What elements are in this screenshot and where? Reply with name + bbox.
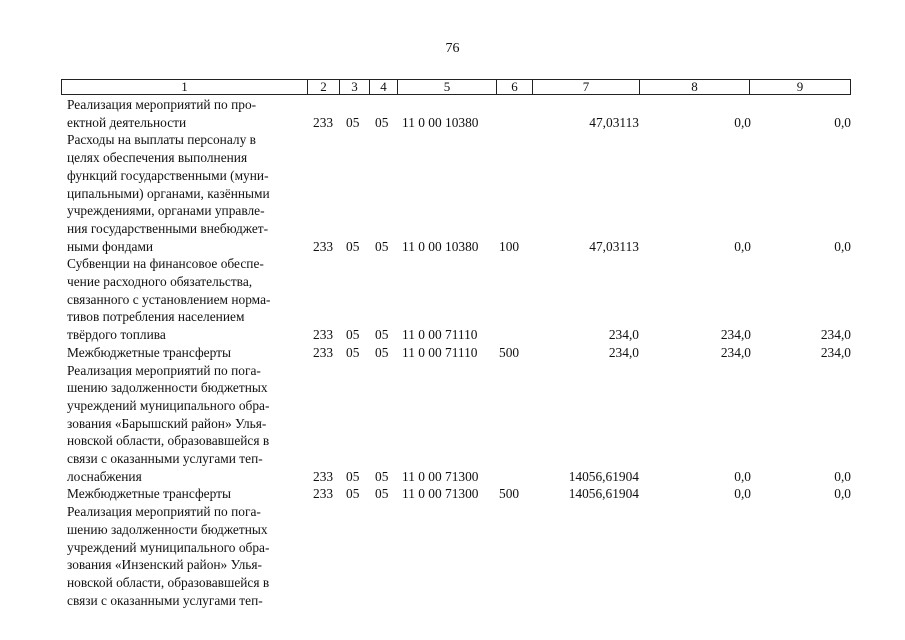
cell-sum-2025: 0,0 <box>834 468 851 484</box>
cell-sum-2025: 234,0 <box>820 327 851 343</box>
cell-sum-2024: 0,0 <box>734 486 751 502</box>
cell-grbs: 233 <box>313 238 334 254</box>
cell-rz: 05 <box>346 327 360 343</box>
cell-rz: 05 <box>346 238 360 254</box>
cell-pr: 05 <box>375 114 389 130</box>
row-description: Межбюджетные трансферты <box>67 344 231 360</box>
table-header <box>61 79 851 95</box>
cell-sum-2024: 0,0 <box>734 238 751 254</box>
cell-csr: 11 0 00 71300 <box>402 468 479 484</box>
cell-sum-2025: 0,0 <box>834 114 851 130</box>
row-description: Субвенции на финансовое обеспе- чение расходного обязательства, связанного с установлением норма- тивов потребления населением твёрдого топлива <box>67 256 271 343</box>
cell-sum-2023: 14056,61904 <box>568 486 639 502</box>
cell-pr: 05 <box>375 468 389 484</box>
cell-pr: 05 <box>375 238 389 254</box>
row-description: Реализация мероприятий по пога- шению задолженности бюджетных учреждений муниципального обра- зования «Барышский район» Улья- новской области, образовавшейся в связи с оказанными услугами теп- лоснабжения <box>67 362 270 484</box>
cell-grbs: 233 <box>313 486 334 502</box>
cell-sum-2025: 0,0 <box>834 238 851 254</box>
budget-table <box>61 79 851 608</box>
cell-sum-2025: 234,0 <box>820 344 851 360</box>
cell-rz: 05 <box>346 114 360 130</box>
cell-grbs: 233 <box>313 468 334 484</box>
cell-sum-2023: 234,0 <box>608 344 639 360</box>
cell-pr: 05 <box>375 486 389 502</box>
cell-vr: 500 <box>499 486 520 502</box>
header-col-9: 9 <box>796 79 804 94</box>
cell-csr: 11 0 00 10380 <box>402 238 479 254</box>
header-col-4: 4 <box>370 80 398 94</box>
cell-vr: 100 <box>499 238 520 254</box>
cell-sum-2024: 234,0 <box>720 327 751 343</box>
page-number: 76 <box>445 41 460 56</box>
cell-pr: 05 <box>375 327 389 343</box>
cell-sum-2024: 0,0 <box>734 468 751 484</box>
cell-grbs: 233 <box>313 344 334 360</box>
cell-rz: 05 <box>346 344 360 360</box>
header-col-3: 3 <box>340 80 370 94</box>
header-col-8: 8 <box>640 80 750 94</box>
cell-csr: 11 0 00 10380 <box>402 114 479 130</box>
header-col-5: 5 <box>398 80 497 94</box>
cell-sum-2024: 0,0 <box>734 114 751 130</box>
row-description: Расходы на выплаты персоналу в целях обеспечения выполнения функций государственными (муни- ципальными) органами, казёнными учреждениями, органами управле- ния государственными внебюджет- ными фондами <box>67 132 270 254</box>
row-description: Реализация мероприятий по пога- шению задолженности бюджетных учреждений муниципального обра- зования «Инзенский район» Улья- новской области, образовавшейся в связи с оказанными услугами теп- <box>67 504 270 608</box>
cell-sum-2023: 14056,61904 <box>568 468 639 484</box>
cell-sum-2023: 47,03113 <box>589 238 639 254</box>
header-col-2: 2 <box>308 80 340 94</box>
header-col-7: 7 <box>533 80 640 94</box>
cell-sum-2023: 47,03113 <box>589 114 639 130</box>
cell-rz: 05 <box>346 468 360 484</box>
cell-pr: 05 <box>375 344 389 360</box>
cell-sum-2025: 0,0 <box>834 486 851 502</box>
header-col-1: 1 <box>62 80 308 94</box>
cell-grbs: 233 <box>313 327 334 343</box>
header-col-6: 6 <box>497 80 533 94</box>
row-description: Реализация мероприятий по про- ектной деятельности <box>67 97 257 130</box>
cell-csr: 11 0 00 71300 <box>402 486 479 502</box>
cell-vr: 500 <box>499 344 520 360</box>
cell-grbs: 233 <box>313 114 334 130</box>
cell-rz: 05 <box>346 486 360 502</box>
cell-csr: 11 0 00 71110 <box>402 344 478 360</box>
cell-sum-2023: 234,0 <box>608 327 639 343</box>
cell-sum-2024: 234,0 <box>720 344 751 360</box>
row-description: Межбюджетные трансферты <box>67 486 231 502</box>
cell-csr: 11 0 00 71110 <box>402 327 478 343</box>
